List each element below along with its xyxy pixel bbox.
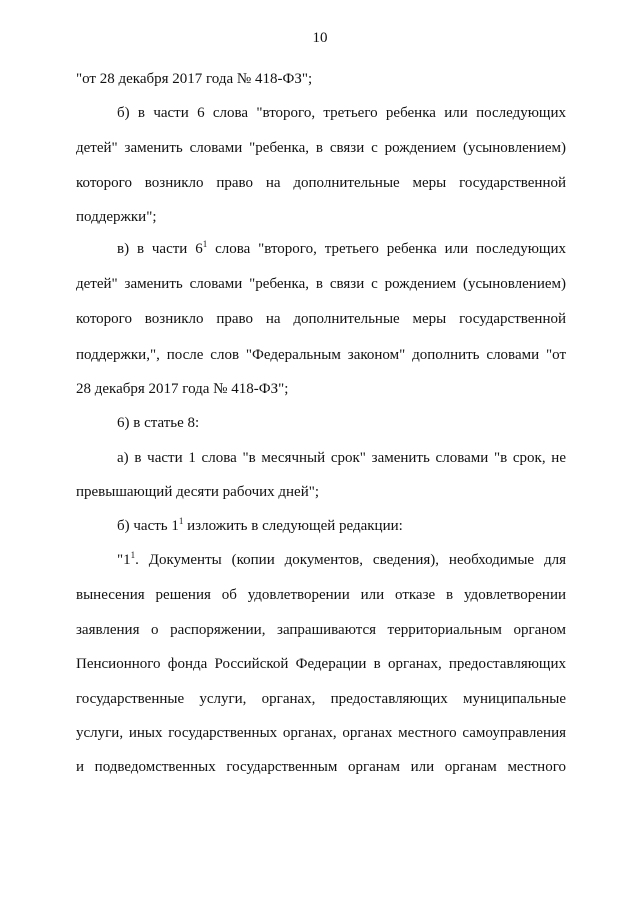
text-line: поддержки"; (76, 209, 157, 225)
text-line (117, 551, 566, 569)
text-line (117, 240, 566, 258)
text-line: Пенсионного фонда Российской Федерации в органах, предоставляющих (76, 656, 566, 672)
text-line: и подведомственных государственным органам или органам местного (76, 759, 566, 775)
text-line: которого возникло право на дополнительные меры государственной (76, 311, 566, 327)
text-line: 6) в статье 8: (117, 415, 200, 431)
text-line: которого возникло право на дополнительные меры государственной (76, 175, 566, 191)
text-fragment: слова "второго, третьего ребенка или последующих (207, 241, 566, 257)
text-line: заявления о распоряжении, запрашиваются территориальным органом (76, 622, 566, 638)
text-fragment: в) в части 6 (117, 241, 203, 257)
text-fragment: б) часть 1 (117, 518, 179, 534)
text-line: "от 28 декабря 2017 года № 418-ФЗ"; (76, 71, 313, 87)
superscript: 1 (178, 516, 184, 526)
text-fragment: изложить в следующей редакции: (183, 518, 403, 534)
text-line: государственные услуги, органах, предоставляющих муниципальные (76, 691, 566, 707)
text-fragment: "1 (117, 552, 131, 568)
text-line: детей" заменить словами "ребенка, в связи с рождением (усыновлением) (76, 276, 566, 292)
text-line: а) в части 1 слова "в месячный срок" заменить словами "в срок, не (117, 450, 566, 466)
superscript: 1 (130, 550, 136, 560)
superscript: 1 (202, 239, 208, 249)
text-line: 28 декабря 2017 года № 418-ФЗ"; (76, 381, 289, 397)
page-number: 10 (312, 30, 328, 46)
text-line: детей" заменить словами "ребенка, в связи с рождением (усыновлением) (76, 140, 566, 156)
text-line (117, 517, 566, 535)
text-line: поддержки,", после слов "Федеральным законом" дополнить словами "от (76, 347, 566, 363)
text-line: превышающий десяти рабочих дней"; (76, 484, 320, 500)
text-line: услуги, иных государственных органах, органах местного самоуправления (76, 725, 566, 741)
text-line: вынесения решения об удовлетворении или отказе в удовлетворении (76, 587, 566, 603)
text-fragment: . Документы (копии документов, сведения), необходимые для (135, 552, 566, 568)
text-line: б) в части 6 слова "второго, третьего ребенка или последующих (117, 105, 566, 121)
